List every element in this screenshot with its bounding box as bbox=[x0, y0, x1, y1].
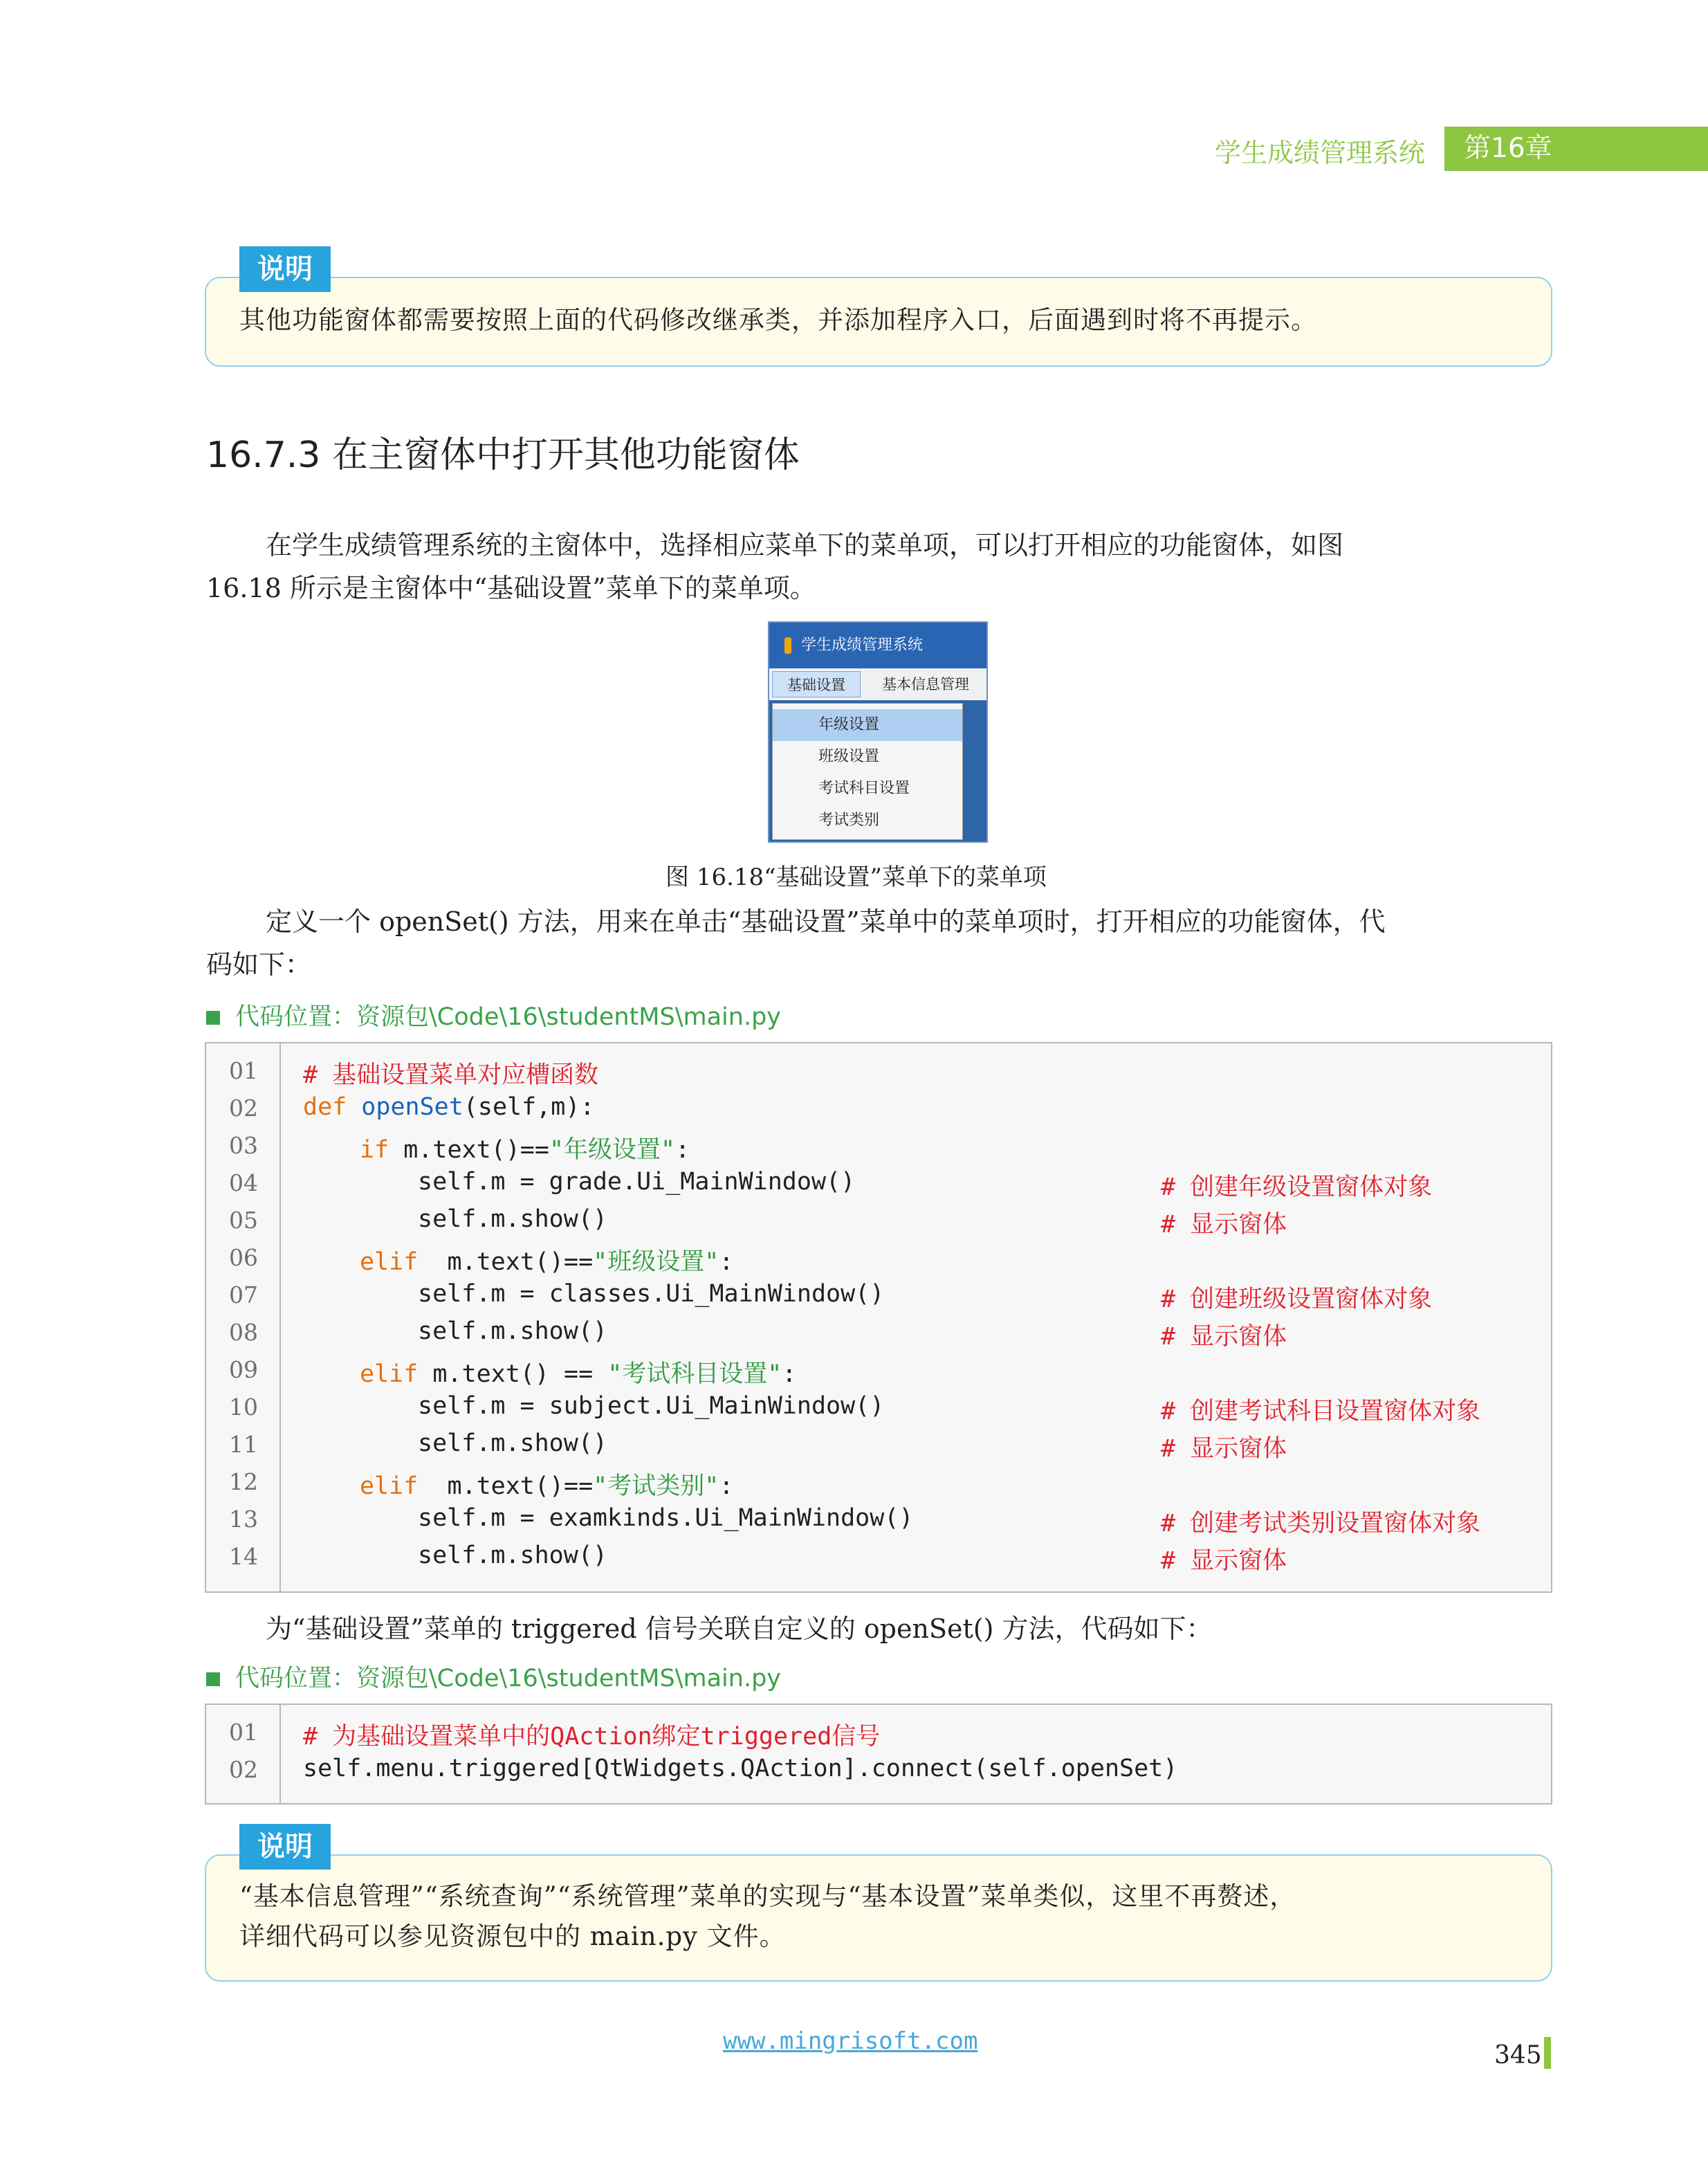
code-comment: # 创建考试类别设置窗体对象 bbox=[1161, 1510, 1481, 1537]
code-line: self.m = subject.Ui_MainWindow() bbox=[418, 1392, 885, 1420]
line-number: 10 bbox=[229, 1394, 258, 1421]
line-number: 03 bbox=[229, 1132, 258, 1159]
section-title: 16.7.3 在主窗体中打开其他功能窗体 bbox=[206, 435, 800, 476]
code-line bbox=[303, 1093, 594, 1121]
paragraph: 定义一个 openSet() 方法，用来在单击“基础设置”菜单中的菜单项时，打开相应的功能窗体，代 bbox=[266, 906, 1386, 937]
code-comment: # 显示窗体 bbox=[1161, 1323, 1287, 1351]
line-number: 14 bbox=[229, 1543, 258, 1570]
line-number: 01 bbox=[229, 1719, 258, 1746]
code-line: self.m.show() bbox=[418, 1317, 607, 1345]
code-keyword: elif bbox=[360, 1248, 419, 1276]
code-comment: # 为基础设置菜单中的QAction绑定triggered信号 bbox=[303, 1723, 881, 1751]
line-number: 05 bbox=[229, 1207, 258, 1234]
paragraph: 16.18 所示是主窗体中“基础设置”菜单下的菜单项。 bbox=[206, 573, 816, 603]
line-number: 01 bbox=[229, 1057, 258, 1084]
code-string: "考试类别" bbox=[593, 1472, 719, 1500]
line-number: 02 bbox=[229, 1756, 258, 1783]
square-bullet-icon bbox=[206, 1672, 220, 1686]
code-text: m.text()== bbox=[418, 1472, 594, 1500]
code-text: (self,m): bbox=[463, 1093, 595, 1121]
menu-screenshot-figure bbox=[768, 621, 988, 843]
menu-item-subject[interactable]: 考试科目设置 bbox=[818, 780, 910, 797]
note-text: 其他功能窗体都需要按照上面的代码修改继承类，并添加程序入口，后面遇到时将不再提示。 bbox=[239, 305, 1317, 335]
code-line bbox=[360, 1131, 690, 1165]
code-line: self.m = grade.Ui_MainWindow() bbox=[418, 1168, 856, 1196]
code-location-text: 代码位置：资源包\Code\16\studentMS\main.py bbox=[235, 1665, 782, 1692]
line-number: 07 bbox=[229, 1281, 258, 1308]
paragraph: 为“基础设置”菜单的 triggered 信号关联自定义的 openSet() 方法，代码如下： bbox=[266, 1614, 1213, 1644]
code-text: : bbox=[719, 1472, 734, 1500]
code-text: m.text()== bbox=[389, 1136, 549, 1164]
code-string: "班级设置" bbox=[593, 1248, 719, 1276]
paragraph: 码如下： bbox=[206, 949, 312, 980]
code-location-text: 代码位置：资源包\Code\16\studentMS\main.py bbox=[235, 1003, 782, 1031]
menubar bbox=[769, 668, 986, 700]
code-keyword: if bbox=[360, 1136, 389, 1164]
code-text: : bbox=[782, 1360, 797, 1388]
code-keyword: def bbox=[303, 1093, 362, 1121]
app-icon bbox=[784, 637, 791, 654]
code-comment: # 基础设置菜单对应槽函数 bbox=[303, 1061, 599, 1089]
code-comment: # 显示窗体 bbox=[1161, 1547, 1287, 1575]
code-location bbox=[206, 1659, 781, 1694]
code-line bbox=[360, 1467, 733, 1501]
code-line: self.m.show() bbox=[418, 1542, 607, 1569]
code-text: : bbox=[719, 1248, 734, 1276]
code-text: m.text()== bbox=[418, 1248, 594, 1276]
code-string: "考试科目设置" bbox=[607, 1360, 782, 1388]
dropdown-menu bbox=[772, 703, 963, 840]
menu-item-examkind[interactable]: 考试类别 bbox=[818, 812, 880, 829]
menu-basic-settings[interactable]: 基础设置 bbox=[772, 671, 861, 697]
code-line bbox=[360, 1243, 733, 1277]
line-number: 11 bbox=[229, 1431, 258, 1458]
page-marker bbox=[1544, 2037, 1551, 2069]
note-text: 详细代码可以参见资源包中的 main.py 文件。 bbox=[239, 1921, 786, 1951]
line-number: 02 bbox=[229, 1095, 258, 1122]
code-comment: # 创建考试科目设置窗体对象 bbox=[1161, 1398, 1481, 1425]
line-number: 06 bbox=[229, 1244, 258, 1271]
page-number: 345 bbox=[1494, 2041, 1542, 2070]
code-string: "年级设置" bbox=[549, 1136, 676, 1164]
note-tag: 说明 bbox=[239, 246, 331, 292]
window-titlebar bbox=[769, 623, 986, 668]
code-function: openSet bbox=[361, 1093, 463, 1121]
code-keyword: elif bbox=[360, 1360, 419, 1388]
code-comment: # 显示窗体 bbox=[1161, 1211, 1287, 1239]
code-block bbox=[205, 1042, 1552, 1593]
code-line: self.m = examkinds.Ui_MainWindow() bbox=[418, 1504, 914, 1532]
note-tag: 说明 bbox=[239, 1824, 331, 1870]
code-block bbox=[205, 1703, 1552, 1805]
figure-caption: 图 16.18“基础设置”菜单下的菜单项 bbox=[665, 864, 1047, 891]
line-number: 13 bbox=[229, 1506, 258, 1533]
line-number: 04 bbox=[229, 1169, 258, 1196]
code-text: m.text() == bbox=[418, 1360, 608, 1388]
code-comment: # 显示窗体 bbox=[1161, 1435, 1287, 1463]
square-bullet-icon bbox=[206, 1011, 220, 1025]
code-line: self.m.show() bbox=[418, 1205, 607, 1233]
code-keyword: elif bbox=[360, 1472, 419, 1500]
code-comment: # 创建班级设置窗体对象 bbox=[1161, 1286, 1433, 1313]
line-number: 12 bbox=[229, 1468, 258, 1495]
paragraph: 在学生成绩管理系统的主窗体中，选择相应菜单下的菜单项，可以打开相应的功能窗体，如图 bbox=[266, 530, 1344, 560]
menu-item-grade[interactable]: 年级设置 bbox=[773, 709, 962, 741]
line-number: 09 bbox=[229, 1356, 258, 1383]
line-number: 08 bbox=[229, 1319, 258, 1346]
code-comment: # 创建年级设置窗体对象 bbox=[1161, 1173, 1433, 1201]
code-line: self.menu.triggered[QtWidgets.QAction].connect(self.openSet) bbox=[303, 1755, 1178, 1782]
code-text: : bbox=[675, 1136, 690, 1164]
code-line: self.m.show() bbox=[418, 1429, 607, 1457]
menu-basic-info[interactable]: 基本信息管理 bbox=[882, 676, 969, 693]
code-location bbox=[206, 998, 781, 1032]
footer-url-link[interactable]: www.mingrisoft.com bbox=[723, 2027, 978, 2055]
header-chapter: 第16章 bbox=[1444, 127, 1708, 171]
note-text: “基本信息管理”“系统查询”“系统管理”菜单的实现与“基本设置”菜单类似，这里不再赘述， bbox=[239, 1881, 1296, 1911]
code-line: self.m = classes.Ui_MainWindow() bbox=[418, 1280, 885, 1308]
header-book-title: 学生成绩管理系统 bbox=[1215, 138, 1426, 168]
menu-item-class[interactable]: 班级设置 bbox=[818, 748, 880, 765]
code-line bbox=[360, 1355, 796, 1389]
window-title: 学生成绩管理系统 bbox=[801, 637, 924, 654]
